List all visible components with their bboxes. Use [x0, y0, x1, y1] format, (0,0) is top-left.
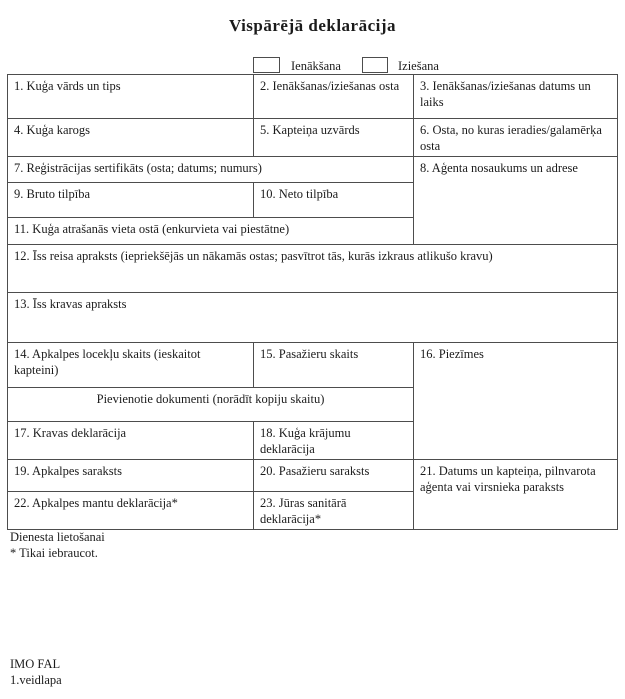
cell-cargo-declaration: 17. Kravas deklarācija: [8, 422, 254, 460]
arrival-checkbox[interactable]: [253, 57, 280, 73]
cell-agent-name-address: 8. Aģenta nosaukums un adrese: [414, 157, 618, 245]
cell-master-name: 5. Kapteiņa uzvārds: [254, 119, 414, 157]
cell-ship-name-type: 1. Kuģa vārds un tips: [8, 75, 254, 119]
departure-checkbox[interactable]: [362, 57, 388, 73]
cell-crew-list: 19. Apkalpes saraksts: [8, 460, 254, 492]
cell-registry-certificate: 7. Reģistrācijas sertifikāts (osta; datums; numurs): [8, 157, 414, 183]
cell-port-from-to: 6. Osta, no kuras ieradies/galamērķa osta: [414, 119, 618, 157]
page-title: Vispārējā deklarācija: [228, 16, 397, 35]
departure-checkbox-label: Iziešana: [398, 59, 439, 73]
cell-maritime-health-declaration: 23. Jūras sanitārā deklarācija*: [254, 492, 414, 530]
cell-ship-flag: 4. Kuģa karogs: [8, 119, 254, 157]
cell-crew-effects-declaration: 22. Apkalpes mantu deklarācija*: [8, 492, 254, 530]
cell-net-tonnage: 10. Neto tilpība: [254, 183, 414, 218]
cell-cargo-description: 13. Īss kravas apraksts: [8, 293, 618, 343]
cell-ship-position-in-port: 11. Kuģa atrašanās vieta ostā (enkurvieta vai piestātne): [8, 218, 414, 245]
cell-gross-tonnage: 9. Bruto tilpība: [8, 183, 254, 218]
cell-passenger-count: 15. Pasažieru skaits: [254, 343, 414, 388]
cell-remarks: 16. Piezīmes: [414, 343, 618, 460]
asterisk-note: * Tikai iebraucot.: [10, 546, 98, 560]
attached-documents-header: Pievienotie dokumenti (norādīt kopiju skaitu): [8, 388, 414, 422]
cell-voyage-particulars: 12. Īss reisa apraksts (iepriekšējās un nākamās ostas; pasvītrot tās, kurās izkraus atlikušo kravu): [8, 245, 618, 293]
arrival-checkbox-label: Ienākšana: [291, 59, 341, 73]
cell-ship-stores-declaration: 18. Kuģa krājumu deklarācija: [254, 422, 414, 460]
declaration-table: [7, 74, 618, 530]
cell-date-signature: 21. Datums un kapteiņa, pilnvarota aģenta vai virsnieka paraksts: [414, 460, 618, 530]
cell-passenger-list: 20. Pasažieru saraksts: [254, 460, 414, 492]
service-use-note: Dienesta lietošanai: [10, 530, 105, 544]
cell-crew-count: 14. Apkalpes locekļu skaits (ieskaitot kapteini): [8, 343, 254, 388]
form-number: 1.veidlapa: [10, 673, 62, 687]
cell-arrival-date-time: 3. Ienākšanas/iziešanas datums un laiks: [414, 75, 618, 119]
form-code: IMO FAL: [10, 657, 61, 671]
cell-arrival-port: 2. Ienākšanas/iziešanas osta: [254, 75, 414, 119]
